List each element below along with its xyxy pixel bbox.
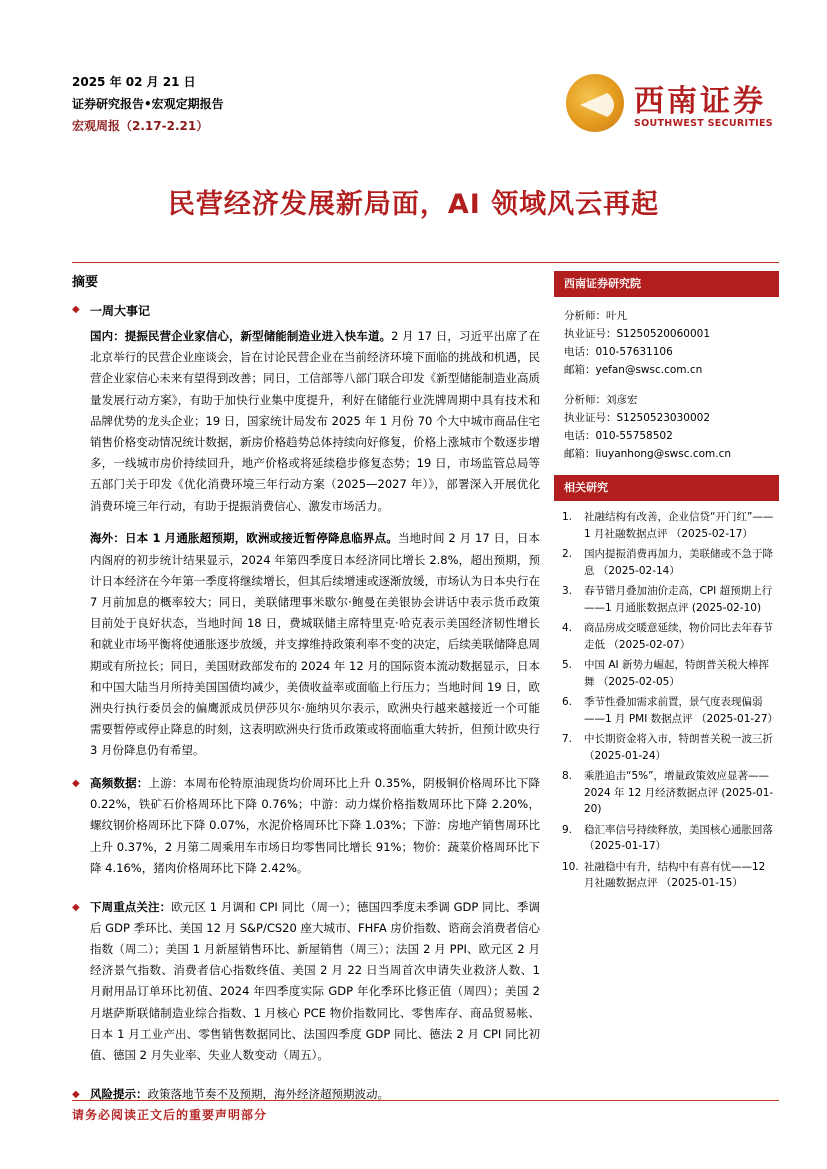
summary-body: [72, 300, 540, 1116]
next-week-paragraph: [90, 897, 540, 1067]
overseas-paragraph: [90, 528, 540, 761]
related-item-number: 5.: [562, 659, 573, 671]
related-item-text: 商品房成交暖意延续，物价同比去年春节走低 （2025-02-07）: [584, 622, 773, 651]
related-item[interactable]: [554, 731, 779, 764]
related-item[interactable]: [554, 546, 779, 579]
analyst-card: [554, 391, 779, 463]
logo-emblem-icon: [566, 74, 624, 132]
analyst-email[interactable]: 邮箱：liuyanhong@swsc.com.cn: [564, 448, 732, 460]
analyst-license: 执业证号：S1250520060001: [564, 328, 711, 340]
analyst-email[interactable]: 邮箱：yefan@swsc.com.cn: [564, 364, 703, 376]
high-frequency-paragraph: [90, 773, 540, 879]
related-item-number: 7.: [562, 733, 573, 745]
report-date: 2025 年 02 月 21 日: [72, 75, 196, 89]
hf-lead: 高频数据：: [90, 776, 149, 791]
related-item-text: 中国 AI 新势力崛起，特朗普关税大棒挥舞 （2025-02-05）: [584, 659, 769, 688]
summary-heading: 摘要: [72, 275, 99, 290]
analyst-name: 分析师：叶凡: [564, 310, 627, 322]
related-item[interactable]: [554, 583, 779, 616]
related-research-heading: 相关研究: [554, 475, 779, 501]
related-item[interactable]: [554, 509, 779, 542]
high-frequency-section: [72, 773, 540, 891]
risk-text: 政策落地节奏不及预期，海外经济超预期波动。: [147, 1086, 389, 1101]
next-text: 欧元区 1 月调和 CPI 同比（周一）；德国四季度未季调 GDP 同比、季调后 GDP 季环比、美国 12 月 S&P/CS20 座大城市、FHFA 房价指数、谘商会消费者信心指数（周二）；美国 1 月新屋销售环比、新屋销售（周三）；法国 2 月 PPI、欧元区 2 月经济景气指数、消费者信心指数终值、美国 2 月 22 日当周首次申请失业救济人数、1 月耐用品订单环比初值、2024 年四季度实际 GDP 年化季环比修正值（周四）；美国 2 月堪萨斯联储制造业综合指数、1 月核心 PCE 物价指数同比、零售库存、商品贸易帐、日本 1 月工业产出、零售销售数据同比、法国四季度 GDP 同比、德法 2 月 CPI 同比初值、德国 2 月失业率、失业人数变动（周五）。: [90, 899, 541, 1062]
disclaimer-footer: 请务必阅读正文后的重要声明部分: [72, 1108, 268, 1122]
week-events-heading: [72, 300, 540, 320]
hf-text: 上游：本周布伦特原油现货均价周环比上升 0.35%，阴极铜价格周环比下降 0.22%，铁矿石价格周环比下降 0.76%；中游：动力煤价格指数周环比下降 2.20%，螺纹钢价格周环比下降 0.07%，水泥价格周环比下降 1.03%；下游：房地产销售周环比上升 0.37%，2 月第二周乘用车市场日均零售同比增长 91%；物价：蔬菜价格周环比下降 4.16%，猪肉价格周环比下降 2.42%。: [90, 776, 540, 875]
related-item-text: 社融稳中有升，结构中有喜有忧——12 月社融数据点评 （2025-01-15）: [584, 860, 766, 889]
related-item[interactable]: [554, 859, 779, 892]
report-type: 证券研究报告•宏观定期报告: [72, 97, 224, 111]
related-item-text: 春节错月叠加油价走高，CPI 超预期上行——1 月通胀数据点评 (2025-02-10): [584, 585, 773, 614]
related-item-number: 3.: [562, 585, 573, 597]
related-item-number: 8.: [562, 770, 573, 782]
related-item-text: 中长期资金将入市，特朗普关税一波三折 （2025-01-24）: [584, 733, 773, 762]
related-item-text: 社融结构有改善，企业信贷“开门红”——1 月社融数据点评 （2025-02-17）: [584, 511, 774, 540]
overseas-lead: 海外：日本 1 月通胀超预期，欧洲或接近暂停降息临界点。: [90, 531, 398, 546]
related-research-list: [554, 509, 779, 892]
company-logo: [566, 70, 773, 134]
related-item-number: 2.: [562, 548, 573, 560]
related-item[interactable]: [554, 620, 779, 653]
related-item-number: 6.: [562, 696, 573, 708]
related-item[interactable]: [554, 694, 779, 727]
related-item[interactable]: [554, 768, 779, 818]
risk-lead: 风险提示：: [90, 1086, 148, 1101]
diamond-bullet-icon: ◆: [72, 901, 80, 913]
diamond-bullet-icon: ◆: [72, 778, 80, 790]
risk-paragraph: [90, 1084, 389, 1105]
related-item[interactable]: [554, 822, 779, 855]
related-item[interactable]: [554, 657, 779, 690]
institute-heading: 西南证券研究院: [554, 271, 779, 297]
header-divider: [72, 262, 779, 263]
domestic-text: 2 月 17 日，习近平出席了在北京举行的民营企业座谈会，旨在讨论民营企业在当前经济环境下面临的挑战和机遇，民营企业家信心未来有望得到改善；同日，工信部等八部门联合印发《新型储能制造业高质量发展行动方案》，有助于加快行业集中度提升，利好在储能行业洗牌周期中具有技术和品牌优势的龙头企业；19 日，国家统计局发布 2025 年 1 月份 70 个大中城市商品住宅销售价格变动情况统计数据，新房价格趋势总体持续向好修复，价格上涨城市个数逐步增多，一线城市房价持续回升，地产价格或将延续稳步修复态势；19 日，市场监管总局等五部门关于印发《优化消费环境三年行动方案（2025—2027 年）》，部署深入开展优化消费环境三年行动，有助于提振消费信心、激发市场活力。: [90, 329, 540, 513]
diamond-bullet-icon: ◆: [72, 304, 80, 315]
diamond-bullet-icon: ◆: [72, 1088, 80, 1100]
related-item-text: 国内提振消费再加力，美联储或不急于降息 （2025-02-14）: [584, 548, 773, 577]
related-item-number: 1.: [562, 511, 573, 523]
analyst-name: 分析师：刘彦宏: [564, 394, 638, 406]
analyst-license: 执业证号：S1250523030002: [564, 412, 711, 424]
related-item-number: 10.: [562, 860, 579, 873]
analyst-phone: 电话：010-55758502: [564, 430, 673, 442]
footer-divider: [72, 1100, 779, 1101]
sidebar: [554, 271, 779, 896]
next-lead: 下周重点关注：: [90, 899, 172, 914]
analyst-card: [554, 307, 779, 379]
domestic-lead: 国内：提振民营企业家信心，新型储能制造业进入快车道。: [90, 329, 392, 343]
analyst-phone: 电话：010-57631106: [564, 346, 673, 358]
related-item-text: 稳汇率信号持续释放，美国核心通胀回落 （2025-01-17）: [584, 823, 773, 852]
report-title: 民营经济发展新局面，AI 领域风云再起: [167, 189, 660, 220]
related-item-number: 4.: [562, 622, 573, 634]
related-item-text: 乘胜追击“5%”，增量政策效应显著——2024 年 12 月经济数据点评 (2025-01-20): [584, 770, 774, 815]
week-events-label: 一周大事记: [90, 303, 151, 318]
report-series: 宏观周报（2.17-2.21）: [72, 119, 209, 133]
next-week-section: [72, 897, 540, 1078]
related-item-text: 季节性叠加需求前置，景气度表现偏弱——1 月 PMI 数据点评 （2025-01-27）: [584, 696, 779, 725]
related-item-number: 9.: [562, 823, 573, 836]
logo-cn-text: 西南证券: [634, 84, 766, 119]
logo-en-text: SOUTHWEST SECURITIES: [634, 118, 773, 129]
overseas-text: 当地时间 2 月 17 日，日本内阁府的初步统计结果显示，2024 年第四季度日本经济同比增长 2.8%，超出预期，预计日本经济在今年第一季度将继续增长，但其后续增速或逐渐放缓，市场认为日本央行在 7 月前加息的概率较大；同日，美联储理事米歇尔·鲍曼在美银协会讲话中表示货币政策目前处于良好状态，当地时间 18 日，费城联储主席特里克·哈克表示美国经济韧性增长和就业市场平衡将使通胀逐步放缓，并支撑维持政策利率不变的决定，后续美联储降息周期或有所拉长；同日，美国财政部发布的 2024 年 12 月的国际资本流动数据显示，日本和中国大陆当月所持美国国债均减少，美债收益率或面临上行压力；当地时间 19 日，欧洲央行执行委员会的偏鹰派成员伊莎贝尔·施纳贝尔表示，欧洲央行越来越接近一个可能需要暂停或停止降息的时刻，这表明欧洲央行货币政策或将面临重大转折，但预计欧央行 3 月份降息仍有希望。: [90, 531, 540, 758]
domestic-paragraph: [90, 326, 540, 517]
